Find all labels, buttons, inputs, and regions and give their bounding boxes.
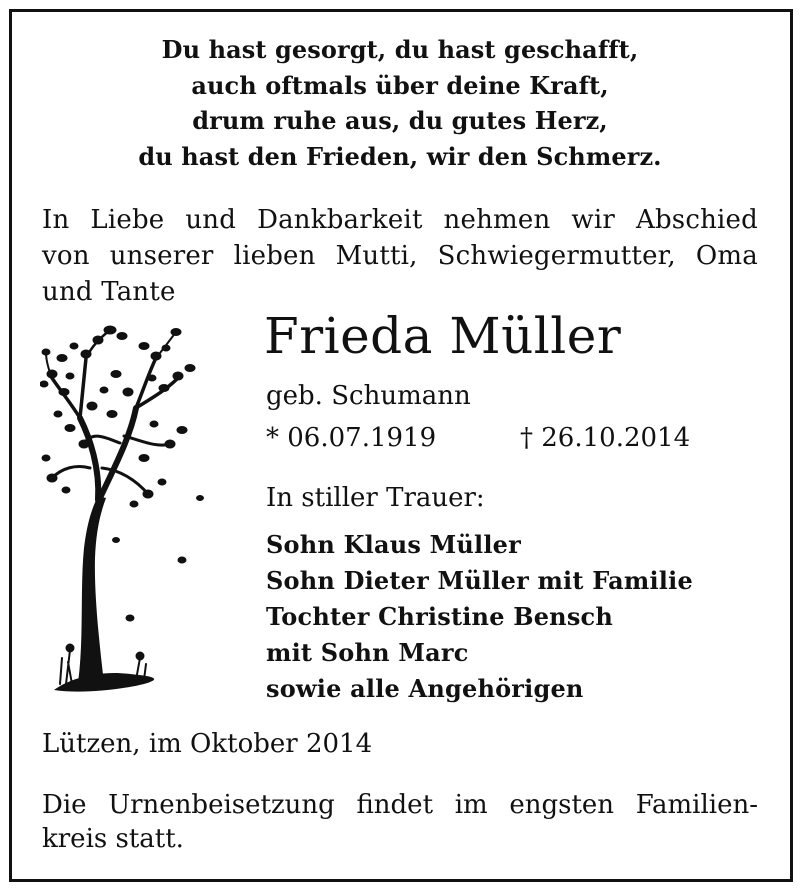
note-line: kreis statt. xyxy=(42,824,184,854)
deceased-name: Frieda Müller xyxy=(264,307,622,365)
mourners-heading: In stiller Trauer: xyxy=(266,483,485,513)
mourner-item: Tochter Christine Bensch xyxy=(266,602,614,631)
note-line: Die Urnenbeisetzung findet im engsten Familien- xyxy=(42,790,758,820)
tree-illustration xyxy=(40,318,210,700)
intro-text xyxy=(42,202,758,310)
mourner-item: mit Sohn Marc xyxy=(266,638,469,667)
burial-note xyxy=(42,788,758,856)
death-date: † 26.10.2014 xyxy=(520,423,691,453)
poem-line: drum ruhe aus, du gutes Herz, xyxy=(192,106,608,135)
intro-line: von unserer lieben Mutti, Schwiegermutter, Oma xyxy=(42,241,758,271)
intro-line: In Liebe und Dankbarkeit nehmen wir Abschied xyxy=(42,205,758,235)
birth-date: * 06.07.1919 xyxy=(266,423,437,453)
intro-line: und Tante xyxy=(42,277,176,307)
poem-line: du hast den Frieden, wir den Schmerz. xyxy=(138,141,662,171)
mourner-item: Sohn Klaus Müller xyxy=(266,530,522,559)
mourner-item: sowie alle Angehörigen xyxy=(266,674,584,703)
poem-line: auch oftmals über deine Kraft, xyxy=(191,70,609,100)
mourner-item: Sohn Dieter Müller mit Familie xyxy=(266,566,693,595)
poem xyxy=(0,32,800,174)
maiden-name: geb. Schumann xyxy=(266,381,471,411)
place-date: Lützen, im Oktober 2014 xyxy=(42,729,373,759)
tree-icon xyxy=(40,326,204,692)
mourners-list xyxy=(266,527,693,707)
poem-line: Du hast gesorgt, du hast geschafft, xyxy=(161,35,639,64)
